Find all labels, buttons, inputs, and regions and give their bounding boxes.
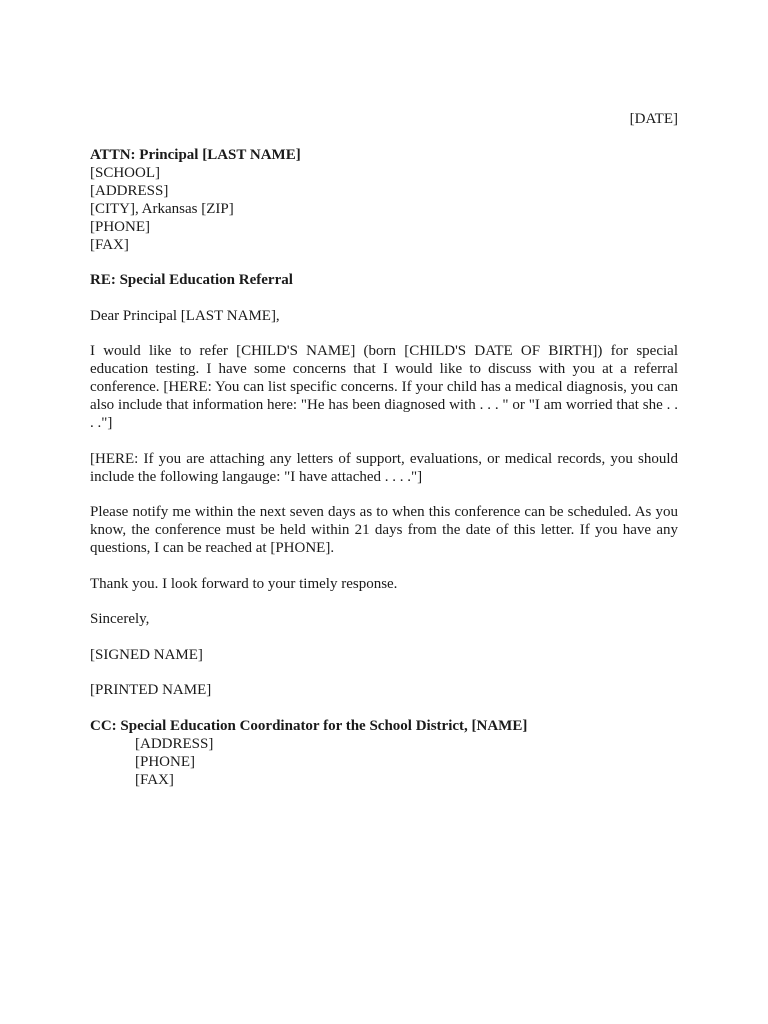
subject-line: RE: Special Education Referral xyxy=(90,272,293,288)
phone-line: [PHONE] xyxy=(90,218,150,235)
paragraph-attachments: [HERE: If you are attaching any letters of support, evaluations, or medical records, you should include the following langauge: "I have attached . . . ."] xyxy=(90,451,678,485)
cc-fax: [FAX] xyxy=(135,771,174,788)
letter-page xyxy=(90,0,678,1024)
cc-phone: [PHONE] xyxy=(135,753,195,770)
recipient-block xyxy=(90,147,678,254)
closing: Sincerely, xyxy=(90,611,150,627)
city-state-zip-line: [CITY], Arkansas [ZIP] xyxy=(90,200,234,217)
fax-line: [FAX] xyxy=(90,236,129,253)
attn-line: ATTN: Principal [LAST NAME] xyxy=(90,147,301,163)
letter-date: [DATE] xyxy=(629,111,678,127)
cc-address: [ADDRESS] xyxy=(135,735,214,752)
address-line: [ADDRESS] xyxy=(90,182,169,199)
cc-block xyxy=(90,718,678,790)
school-line: [SCHOOL] xyxy=(90,164,160,181)
paragraph-notify: Please notify me within the next seven days as to when this conference can be scheduled. As you know, the conference must be held within 21 days from the date of this letter. If you have any questions, I can be reached at [PHONE]. xyxy=(90,504,678,556)
paragraph-referral: I would like to refer [CHILD'S NAME] (born [CHILD'S DATE OF BIRTH]) for special education testing. I have some concerns that I would like to discuss with you at a referral conference. [HERE: You can list specific concerns. If your child has a medical diagnosis, you can also include that information here: "He has been diagnosed with . . . " or "I am worried that she . . . ."] xyxy=(90,343,678,431)
cc-heading: CC: Special Education Coordinator for the School District, [NAME] xyxy=(90,718,528,734)
salutation: Dear Principal [LAST NAME], xyxy=(90,308,280,324)
printed-name: [PRINTED NAME] xyxy=(90,682,212,698)
paragraph-thanks: Thank you. I look forward to your timely response. xyxy=(90,576,398,592)
signed-name: [SIGNED NAME] xyxy=(90,647,203,663)
